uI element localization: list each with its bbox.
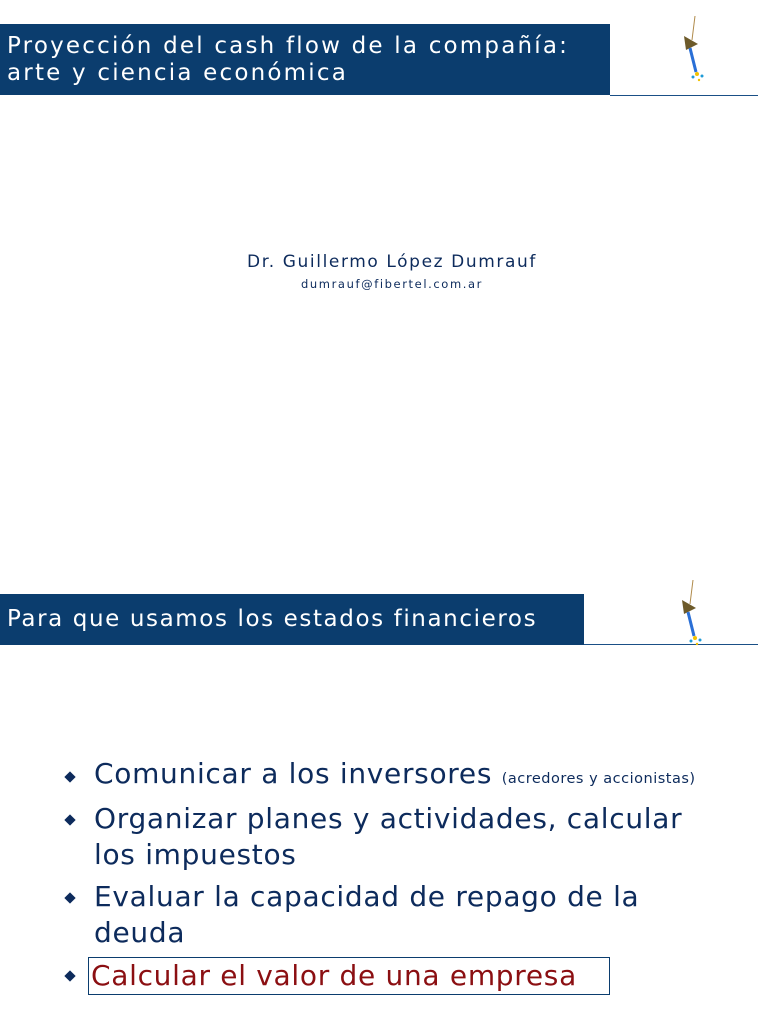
bullet-text: Comunicar a los inversores: [94, 757, 502, 790]
bullet-text: Calcular el valor de una empresa: [91, 959, 577, 992]
title-bar: [0, 594, 584, 645]
tie-pen-logo-icon: [670, 578, 710, 648]
diamond-bullet-icon: [64, 771, 75, 782]
slide-title: Para que usamos los estados financieros: [7, 606, 538, 632]
diamond-bullet-icon: [64, 814, 75, 825]
bullet-text: Evaluar la capacidad de repago de la deuda: [94, 880, 640, 949]
list-item: [66, 758, 726, 795]
list-item: [66, 801, 726, 873]
list-item-highlighted: [66, 957, 726, 995]
slide-title: Proyección del cash flow de la compañía: arte y ciencia económica: [7, 33, 570, 86]
title-rule: [610, 95, 758, 96]
highlight-box: [88, 957, 610, 995]
content-slide: [0, 512, 768, 1024]
author-email: dumrauf@fibertel.com.ar: [301, 277, 483, 291]
bullet-text: Organizar planes y actividades, calcular los impuestos: [94, 802, 683, 871]
title-bar: [0, 24, 610, 95]
tie-pen-logo-icon: [672, 14, 712, 84]
diamond-bullet-icon: [64, 970, 75, 981]
author-name: Dr. Guillermo López Dumrauf: [247, 252, 537, 272]
diamond-bullet-icon: [64, 892, 75, 903]
bullet-note: (acredores y accionistas): [501, 771, 696, 787]
list-item: [66, 879, 726, 951]
bullet-list: [66, 758, 726, 1001]
